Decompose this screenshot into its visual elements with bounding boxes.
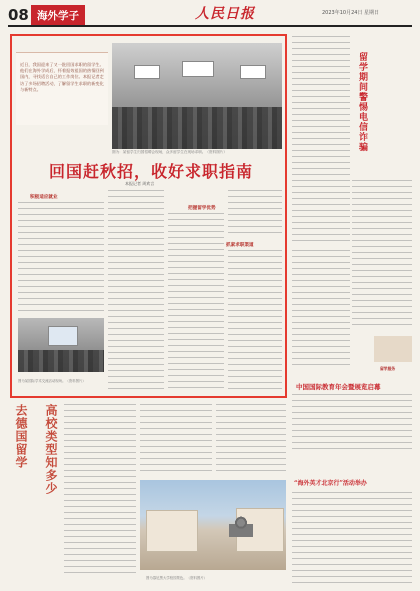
city-photo-caption: 图为慕尼黑大学校园景色。（资料图片） <box>146 576 208 580</box>
lower-article-col-2 <box>140 404 212 474</box>
issue-date: 2023年10月24日 星期日 <box>322 10 380 16</box>
newspaper-logo: 人民日报 <box>195 6 255 22</box>
education-fair-headline: 中国国际教育年会暨展览启幕 <box>296 383 381 391</box>
presentation-screen <box>48 326 78 346</box>
overseas-talent-headline: “海外英才北京行”活动举办 <box>294 480 367 487</box>
university-types-title: 高校类型知多少 <box>44 404 58 495</box>
projection-screen-left <box>134 65 160 79</box>
photo-top-caption: 图为：某留学生归国招聘会现场，众多留学生在现场求职。（资料图片） <box>112 150 227 154</box>
page-number: 08 <box>8 6 29 24</box>
photo-bottom-caption: 图为某国际学术交流活动现场。（资料图片） <box>18 379 86 383</box>
germany-study-title: 去德国留学 <box>14 404 28 469</box>
feature-body-col-1 <box>18 202 104 314</box>
right-column-text-b <box>352 180 412 330</box>
lower-article-col-1 <box>64 404 136 574</box>
header-rule <box>8 25 412 27</box>
feature-body-col-4b <box>228 250 282 390</box>
right-vertical-heading <box>356 52 367 172</box>
feature-body-col-3 <box>168 213 224 390</box>
feature-body-col-4 <box>228 190 282 234</box>
attendees <box>18 350 104 372</box>
service-label: 留学服务 <box>380 366 396 371</box>
university-building-left <box>146 510 198 552</box>
right-column-text-c <box>292 250 350 370</box>
subhead-adapt: 积极适应就业 <box>30 195 58 200</box>
feature-headline: 回国赶秋招，收好求职指南 <box>48 162 253 181</box>
subhead-advantage: 把握留学优势 <box>188 206 216 211</box>
service-illustration <box>374 336 412 362</box>
overseas-talent-text <box>292 492 412 584</box>
fountain <box>229 515 253 537</box>
subhead-channels: 抓紧求职渠道 <box>226 243 254 248</box>
section-label: 海外学子 <box>31 5 85 26</box>
audience <box>112 107 282 149</box>
feature-byline: 本报记者 周欢言 <box>125 181 155 186</box>
feature-body-col-2 <box>108 190 164 390</box>
fair-article-text <box>292 394 412 454</box>
projection-screen-right <box>240 65 266 79</box>
lower-article-col-3 <box>216 404 286 474</box>
right-column-text-a <box>292 36 350 246</box>
munich-university-photo <box>140 480 286 570</box>
right-heading-text: 留学期间警惕电信诈骗 <box>357 52 367 152</box>
projection-screen-center <box>182 61 214 77</box>
feature-quote: 近日，我国迎来了又一批回国求职的留学生。他们在海外学成后，怀着报效祖国的热情回到国内，寻找适合自己的工作岗位。本报记者走访了多场招聘活动，了解留学生求职的新变化与新特点。 <box>20 62 104 92</box>
feature-photo-top <box>112 43 282 149</box>
feature-photo-bottom <box>18 318 104 372</box>
